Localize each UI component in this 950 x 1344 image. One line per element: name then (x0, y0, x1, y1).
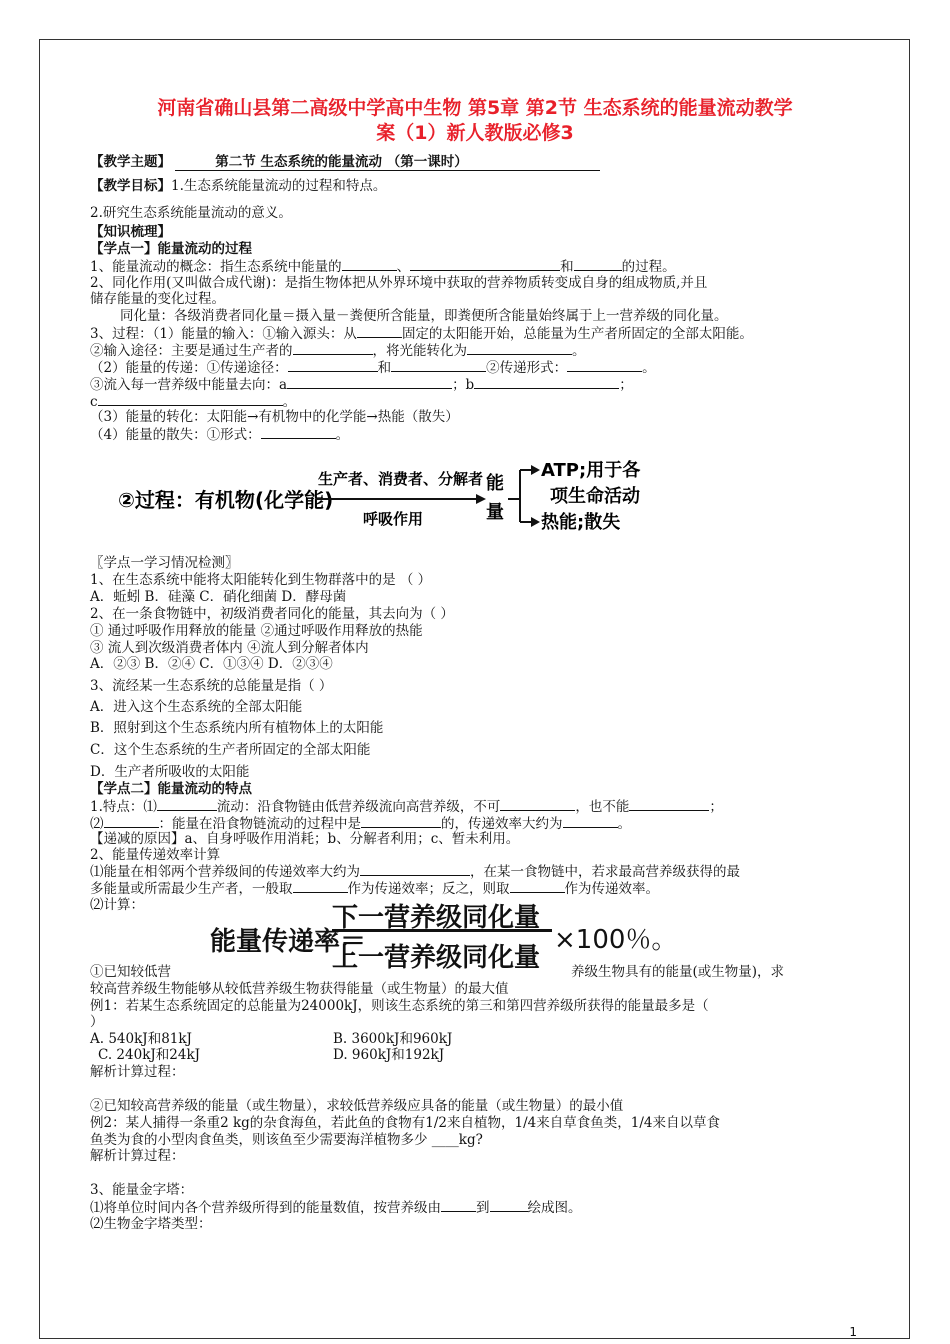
example-1: 例1：若某生态系统固定的总能量为24000kJ，则该生态系统的第三和第四营养级所获得的能量最多是（ (90, 998, 709, 1014)
text: c (90, 394, 98, 410)
blank[interactable] (287, 376, 452, 389)
example-2-line-1: 例2：某人捕得一条重2 kg的杂食海鱼，若此鱼的食物有1/2来自植物，1/4来自草食鱼类，1/4来自以草食 (90, 1115, 720, 1131)
text: 作为传递效率；反之，则取 (347, 881, 510, 897)
dissipation-line (90, 426, 349, 443)
pyramid-line-1 (90, 1199, 582, 1216)
theme-value: 第二节 生态系统的能量流动 （第一课时） (175, 154, 600, 171)
question-2: 2、在一条食物链中，初级消费者同化的能量，其去向为（ ） (90, 606, 454, 622)
formula-right: ×100％。 (554, 925, 678, 955)
blank[interactable] (293, 342, 373, 355)
blank[interactable] (563, 815, 618, 828)
goal-2: 2.研究生态系统能量流动的意义。 (90, 205, 292, 221)
blank[interactable] (490, 1199, 528, 1212)
text: a (279, 377, 288, 393)
known-high-line: ②已知较高营养级的能量（或生物量），求较低营养级应具备的能量（或生物量）的最小值 (90, 1098, 624, 1114)
blank[interactable] (567, 359, 642, 372)
text: 的过程。 (621, 259, 676, 275)
flow-line-c (90, 393, 296, 410)
reason-line: 【递减的原因】a、自身呼吸作用消耗；b、分解者利用；c、暂未利用。 (90, 831, 520, 847)
text: 。 (335, 427, 350, 443)
pyramid-heading: 3、能量金字塔： (90, 1182, 194, 1198)
text: 到 (476, 1200, 490, 1216)
feature-1-line (90, 798, 723, 815)
blank[interactable] (157, 798, 217, 811)
blank[interactable] (441, 1199, 476, 1212)
known-low-line (90, 964, 784, 980)
blank[interactable] (474, 376, 619, 389)
assimilation-line2: 储存能量的变化过程。 (90, 291, 225, 307)
text: ⑴将单位时间内各个营养级所得到的能量数值，按营养级由 (90, 1200, 441, 1216)
text: ⑵ (90, 816, 104, 832)
question-3-b: B．照射到这个生态系统内所有植物体上的太阳能 (90, 720, 384, 736)
text: 、 (396, 259, 411, 275)
process-input-line (90, 325, 753, 342)
text: 。 (282, 394, 297, 410)
blank[interactable] (357, 325, 402, 338)
diagram-respiration: 呼吸作用 (363, 510, 424, 528)
text: ③流入每一营养级中能量去向： (90, 377, 279, 393)
blank[interactable] (500, 798, 575, 811)
text: ②输入途径：主要是通过生产者的 (90, 343, 293, 359)
goal-1: 1.生态系统能量流动的过程和特点。 (171, 178, 387, 194)
pyramid-line-2: ⑵生物金字塔类型： (90, 1216, 212, 1232)
example-1-d: D. 960kJ和192kJ (333, 1047, 445, 1063)
text: 。 (617, 816, 631, 832)
calc-heading: 2、能量传递效率计算 (90, 847, 221, 863)
text: ①已知较低营 (90, 964, 171, 980)
example-1-c: C. 240kJ和24kJ (98, 1047, 201, 1063)
diagram-branch-top-head (531, 465, 540, 475)
question-3-d: D．生产者所吸收的太阳能 (90, 764, 250, 780)
question-2-options: A．②③ B．②④ C．①③④ D．②③④ (90, 656, 333, 672)
example-1-close: ） (90, 1014, 104, 1030)
process-path-line (90, 342, 586, 359)
question-2-s1: ① 通过呼吸作用释放的能量 ②通过呼吸作用释放的热能 (90, 623, 423, 639)
example-2-line-2: 鱼类为食的小型肉食鱼类，则该鱼至少需要海洋植物多少 ____kg? (90, 1132, 483, 1148)
goal-label: 【教学目标】 (90, 178, 171, 194)
text: ； (619, 377, 633, 393)
example-1-b: B. 3600kJ和960kJ (333, 1031, 453, 1047)
question-3-a: A．进入这个生态系统的全部太阳能 (90, 699, 303, 715)
assimilation-line1: 2、同化作用(又叫做合成代谢)：是指生物体把从外界环境中获取的营养物质转变成自身的组成物质,并且 (90, 275, 708, 291)
text: 固定的太阳能开始，总能量为生产者所固定的全部太阳能。 (401, 326, 753, 342)
calc-line-3: ⑵计算： (90, 897, 144, 913)
text: 绘成图。 (527, 1200, 582, 1216)
diagram-atp-1: ATP;用于各 (541, 460, 641, 481)
conversion-line: （3）能量的转化：太阳能→有机物中的化学能→热能（散失） (90, 409, 459, 425)
text: 多能量或所需最少生产者，一般取 (90, 881, 293, 897)
question-2-s2: ③ 流人到次级消费者体内 ④流人到分解者体内 (90, 640, 369, 656)
text: 1.特点：⑴ (90, 799, 157, 815)
section2-heading: 【学点二】能量流动的特点 (90, 781, 252, 797)
blank[interactable] (361, 815, 441, 828)
question-1-options: A．蚯蚓 B．硅藻 C．硝化细菌 D．酵母菌 (90, 589, 347, 605)
text: （4）能量的散失：①形式： (90, 427, 261, 443)
blank[interactable] (510, 880, 565, 893)
text: ，在某一食物链中，若求最高营养级获得的最 (470, 864, 740, 880)
question-1: 1、在生态系统中能将太阳能转化到生物群落中的是 （ ） (90, 572, 432, 588)
text: 和 (377, 360, 392, 376)
diagram-energy-top: 能 (486, 473, 504, 494)
blank[interactable] (293, 880, 348, 893)
diagram-branch-bottom-head (531, 517, 540, 527)
blank[interactable] (360, 863, 470, 876)
diagram-organic-matter: ②过程：有机物(化学能) (118, 488, 334, 512)
solution-2: 解析计算过程： (90, 1148, 185, 1164)
formula-denominator: 上一营养级同化量 (332, 943, 541, 973)
diagram-organisms: 生产者、消费者、分解者 (318, 470, 484, 488)
blank[interactable] (98, 393, 283, 406)
text: （2）能量的传递：①传递途径： (90, 360, 288, 376)
respiration-process-diagram (118, 452, 648, 542)
text: 养级生物具有的能量(或生物量)，求 (571, 964, 785, 980)
page-number: 1 (849, 1325, 857, 1339)
blank[interactable] (261, 426, 336, 439)
diagram-energy-bottom: 量 (486, 502, 504, 523)
blank[interactable] (288, 359, 378, 372)
calc-line-1 (90, 863, 740, 880)
blank[interactable] (410, 258, 560, 271)
section1-heading: 【学点一】能量流动的过程 (90, 241, 252, 257)
document-title-line1: 河南省确山县第二高级中学高中生物 第5章 第2节 生态系统的能量流动教学 (157, 97, 793, 119)
document-title-line2: 案（1）新人教版必修3 (376, 122, 574, 144)
text: 。 (572, 343, 586, 359)
blank[interactable] (629, 798, 709, 811)
blank[interactable] (391, 359, 486, 372)
diagram-arrow-head (476, 494, 486, 504)
solution-1: 解析计算过程： (90, 1064, 185, 1080)
text: 流动：沿食物链由低营养级流向高营养级，不可 (216, 799, 501, 815)
diagram-atp-2: 项生命活动 (550, 486, 640, 507)
known-low-line-2: 较高营养级生物能够从较低营养级生物获得能量（或生物量）的最大值 (90, 981, 509, 997)
transfer-line (90, 359, 656, 376)
diagram-heat: 热能;散失 (541, 512, 621, 533)
theme-line (90, 154, 600, 171)
text: ⑴能量在相邻两个营养级间的传递效率大约为 (90, 864, 360, 880)
goal-line (90, 178, 386, 194)
example-1-a: A. 540kJ和81kJ (90, 1031, 192, 1047)
blank[interactable] (574, 258, 622, 271)
check-heading: 〖学点一学习情况检测〗 (90, 555, 239, 571)
text: 3、过程：（1）能量的输入：①输入源头：从 (90, 326, 357, 342)
blank[interactable] (342, 258, 397, 271)
text: ：能量在沿食物链流动的过程中是 (158, 816, 361, 832)
formula-left: 能量传递率＝ (210, 927, 367, 957)
flow-line (90, 376, 633, 393)
question-3: 3、流经某一生态系统的总能量是指（ ） (90, 678, 333, 694)
text: ，将光能转化为 (372, 343, 467, 359)
text: 。 (642, 360, 656, 376)
question-3-c: C．这个生态系统的生产者所固定的全部太阳能 (90, 742, 371, 758)
theme-label: 【教学主题】 (90, 154, 171, 170)
text: 和 (560, 259, 574, 275)
blank[interactable] (467, 342, 572, 355)
formula-numerator: 下一营养级同化量 (332, 903, 541, 933)
calc-line-2 (90, 880, 659, 897)
feature-2-line (90, 815, 631, 832)
text: 1、能量流动的概念：指生态系统中能量的 (90, 259, 342, 275)
definition-line (90, 258, 676, 275)
knowledge-heading: 【知识梳理】 (90, 224, 171, 240)
text: 作为传递效率。 (564, 881, 659, 897)
text: ②传递形式： (486, 360, 568, 376)
text: 的，传递效率大约为 (441, 816, 563, 832)
blank[interactable] (104, 815, 159, 828)
text: ； (709, 799, 723, 815)
text: ，也不能 (575, 799, 630, 815)
assimilation-line3: 同化量：各级消费者同化量＝摄入量－粪便所含能量，即粪便所含能量始终属于上一营养级的同化量。 (120, 308, 728, 324)
text: ；b (452, 377, 475, 393)
fraction-bar (332, 929, 552, 932)
